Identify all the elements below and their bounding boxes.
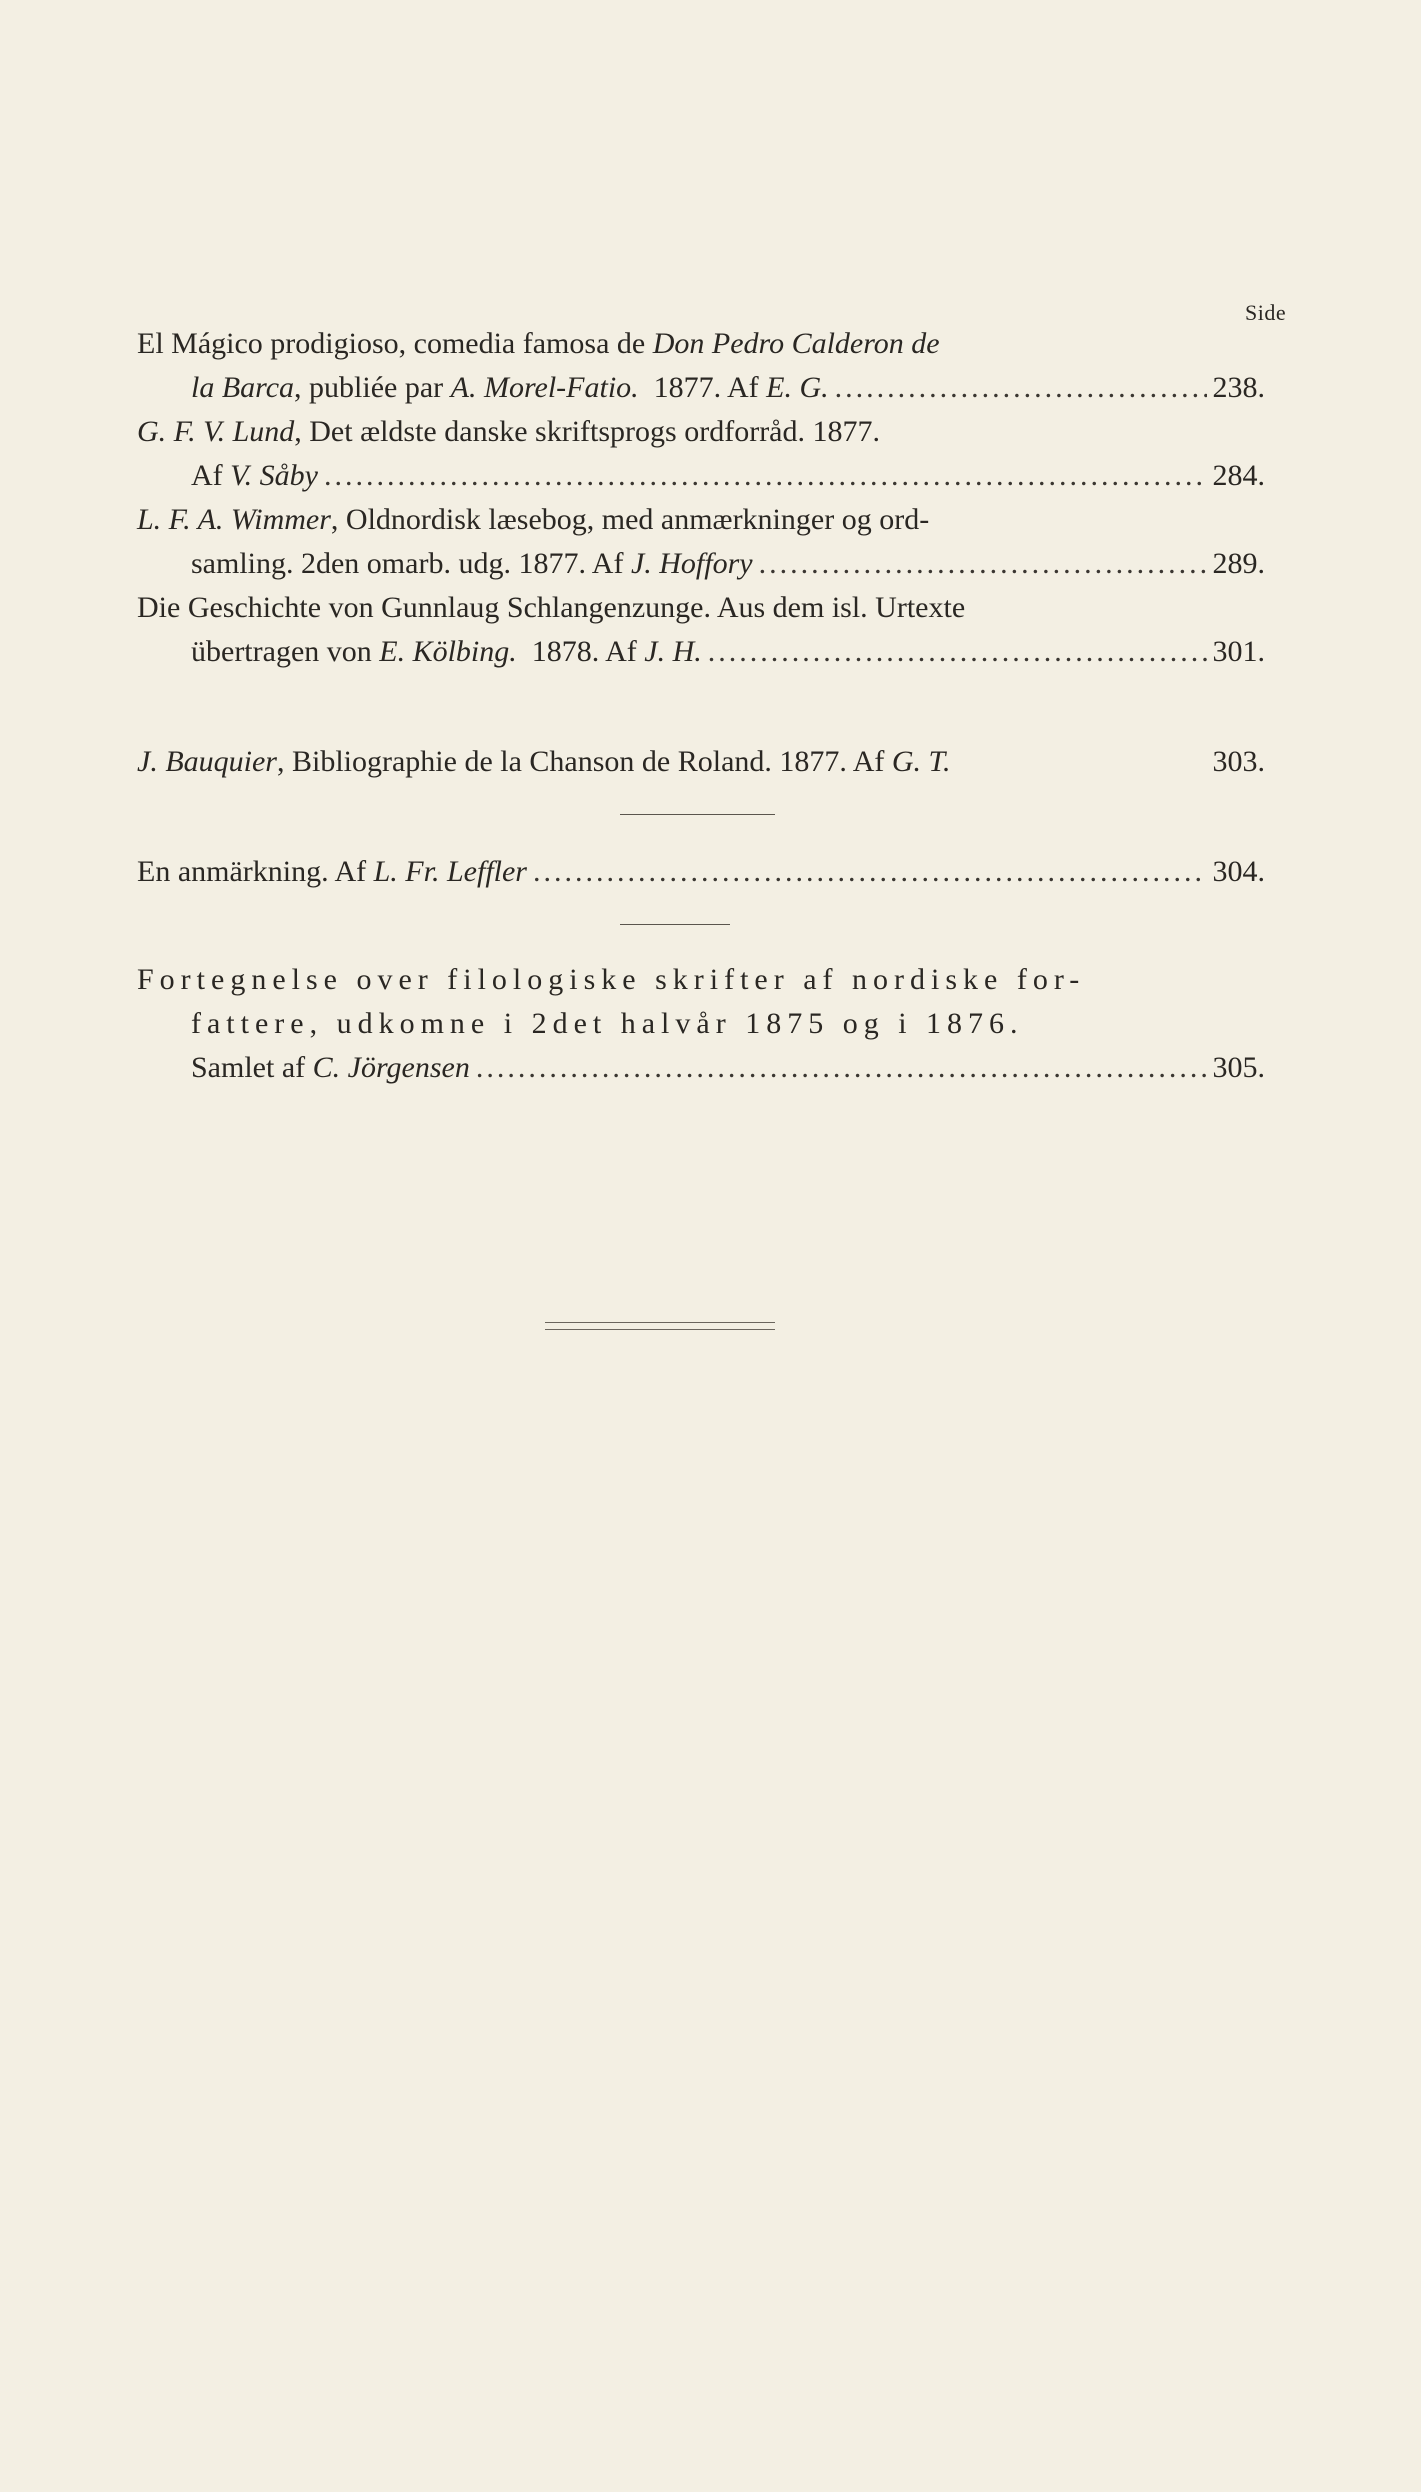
- entry-text: En anmärkning. Af: [137, 855, 367, 888]
- entry-author: G. F. V. Lund: [137, 415, 295, 448]
- toc-entry: [137, 410, 1265, 498]
- entry-text: Samlet af: [191, 1051, 306, 1084]
- entry-text: , Det ældste danske skriftsprogs ordforråd. 1877.: [294, 415, 880, 448]
- entry-text: übertragen von: [191, 635, 372, 668]
- toc-entry: [137, 850, 1265, 894]
- entry-author: C. Jörgensen: [312, 1051, 470, 1084]
- entry-text: 1878. Af: [531, 635, 637, 668]
- page-number: 303.: [1212, 745, 1265, 778]
- page-number: 304.: [1212, 855, 1265, 888]
- dot-leader: [708, 630, 1207, 674]
- entry-editor: E. Kölbing.: [379, 635, 517, 668]
- entry-author: L. F. A. Wimmer: [137, 503, 331, 536]
- dot-leader: [533, 850, 1207, 894]
- entry-text: Die Geschichte von Gunnlaug Schlangenzunge. Aus dem isl. Urtexte: [137, 591, 966, 624]
- section-divider: [620, 814, 775, 815]
- page-number: 238.: [1212, 371, 1265, 404]
- entry-reviewer: J. Hoffory: [630, 547, 753, 580]
- toc-entry: [137, 958, 1265, 1090]
- dot-leader: [324, 454, 1207, 498]
- entry-text: , Bibliographie de la Chanson de Roland. 1877. Af: [276, 745, 885, 778]
- entry-reviewer: V. Såby: [230, 459, 318, 492]
- entry-text: , publiée par: [294, 371, 444, 404]
- dot-leader: [476, 1046, 1207, 1090]
- entry-author: J. Bauquier: [137, 745, 277, 778]
- entry-text: fattere, udkomne i 2det halvår 1875 og i 1876.: [191, 1007, 1024, 1040]
- page-number: 289.: [1212, 547, 1265, 580]
- entry-text: 1877. Af: [653, 371, 759, 404]
- page-number: 284.: [1212, 459, 1265, 492]
- entry-reviewer: E. G.: [766, 371, 829, 404]
- entry-text: Af: [191, 459, 223, 492]
- section-divider: [620, 924, 730, 925]
- page-number: 301.: [1212, 635, 1265, 668]
- entry-text: , Oldnordisk læsebog, med anmærkninger og ord-: [330, 503, 930, 536]
- toc-entry: [137, 740, 1265, 784]
- entry-text: Fortegnelse over filologiske skrifter af nordiske for-: [137, 963, 1086, 996]
- toc-entry: [137, 498, 1265, 586]
- page-column-header: Side: [1245, 300, 1287, 325]
- page-number: 305.: [1212, 1051, 1265, 1084]
- entry-editor: A. Morel-Fatio.: [450, 371, 639, 404]
- end-rule: [545, 1322, 775, 1330]
- entry-author: la Barca: [191, 371, 295, 404]
- toc-entry: [137, 586, 1265, 674]
- entry-reviewer: G. T.: [891, 745, 951, 778]
- dot-leader: [759, 542, 1207, 586]
- entry-author: Don Pedro Calderon de: [652, 327, 940, 360]
- dot-leader: [835, 366, 1207, 410]
- entry-text: El Mágico prodigioso, comedia famosa de: [137, 327, 646, 360]
- entry-text: samling. 2den omarb. udg. 1877. Af: [191, 547, 624, 580]
- entry-author: L. Fr. Leffler: [373, 855, 527, 888]
- toc-entry: [137, 322, 1265, 410]
- entry-reviewer: J. H.: [644, 635, 702, 668]
